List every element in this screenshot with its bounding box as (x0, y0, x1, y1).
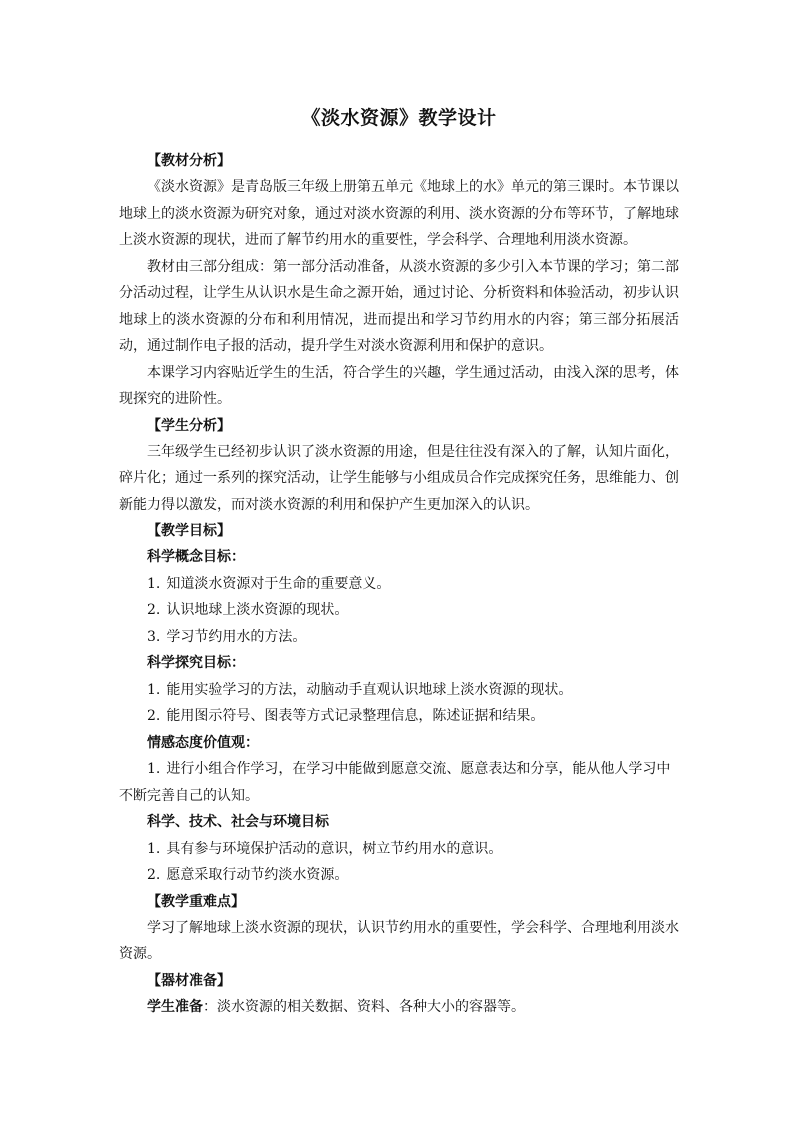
keypoints-paragraph: 学习了解地球上淡水资源的现状，认识节约用水的重要性，学会科学、合理地利用淡水资源。 (119, 919, 679, 962)
heading-student-analysis: 【学生分析】 (147, 417, 231, 434)
inquiry-goals-label: 科学探究目标： (147, 655, 245, 671)
heading-materials: 【器材准备】 (147, 972, 231, 989)
textbook-paragraph-1: 《淡水资源》是青岛版三年级上册第五单元《地球上的水》单元的第三课时。本节课以地球上的淡水资源为研究对象，通过对淡水资源的利用、淡水资源的分布等环节，了解地球上淡水资源的现状，进而了解节约用水的重要性，学会科学、合理地利用淡水资源。 (119, 179, 679, 248)
sts-goals-label: 科学、技术、社会与环境目标 (147, 814, 329, 830)
list-item: 3. 学习节约用水的方法。 (147, 628, 307, 645)
student-materials-text: ：淡水资源的相关数据、资料、各种大小的容器等。 (203, 998, 525, 1015)
document-title: 《淡水资源》教学设计 (301, 107, 497, 129)
student-materials-label: 学生准备 (147, 998, 203, 1015)
heading-teaching-goals: 【教学目标】 (147, 523, 231, 539)
concept-goals-label: 科学概念目标： (147, 549, 245, 565)
list-item: 1. 进行小组合作学习，在学习中能做到愿意交流、愿意表达和分享，能从他人学习中不断完善自己的认知。 (119, 761, 671, 804)
list-item: 2. 能用图示符号、图表等方式记录整理信息，陈述证据和结果。 (147, 708, 545, 724)
heading-key-difficult-points: 【教学重难点】 (147, 893, 245, 910)
list-item: 1. 具有参与环境保护活动的意识，树立节约用水的意识。 (147, 840, 503, 857)
list-item: 1. 知道淡水资源对于生命的重要意义。 (147, 575, 391, 592)
list-item: 1. 能用实验学习的方法，动脑动手直观认识地球上淡水资源的现状。 (147, 681, 573, 698)
heading-textbook-analysis: 【教材分析】 (147, 153, 231, 169)
list-item: 2. 愿意采取行动节约淡水资源。 (147, 867, 349, 883)
textbook-paragraph-3: 本课学习内容贴近学生的生活，符合学生的兴趣，学生通过活动，由浅入深的思考，体现探究的进阶性。 (119, 364, 679, 407)
document-body (119, 102, 679, 1020)
attitude-goals-label: 情感态度价值观： (147, 734, 259, 751)
student-materials (119, 994, 679, 1021)
student-paragraph-1: 三年级学生已经初步认识了淡水资源的用途，但是往往没有深入的了解，认知片面化，碎片化；通过一系列的探究活动，让学生能够与小组成员合作完成探究任务，思维能力、创新能力得以激发，而对淡水资源的利用和保护产生更加深入的认识。 (119, 443, 679, 513)
list-item: 2. 认识地球上淡水资源的现状。 (147, 602, 349, 618)
textbook-paragraph-2: 教材由三部分组成：第一部分活动准备，从淡水资源的多少引入本节课的学习；第二部分活动过程，让学生从认识水是生命之源开始，通过讨论、分析资料和体验活动，初步认识地球上的淡水资源的分布和利用情况，进而提出和学习节约用水的内容；第三部分拓展活动，通过制作电子报的活动，提升学生对淡水资源利用和保护的意识。 (119, 258, 679, 354)
